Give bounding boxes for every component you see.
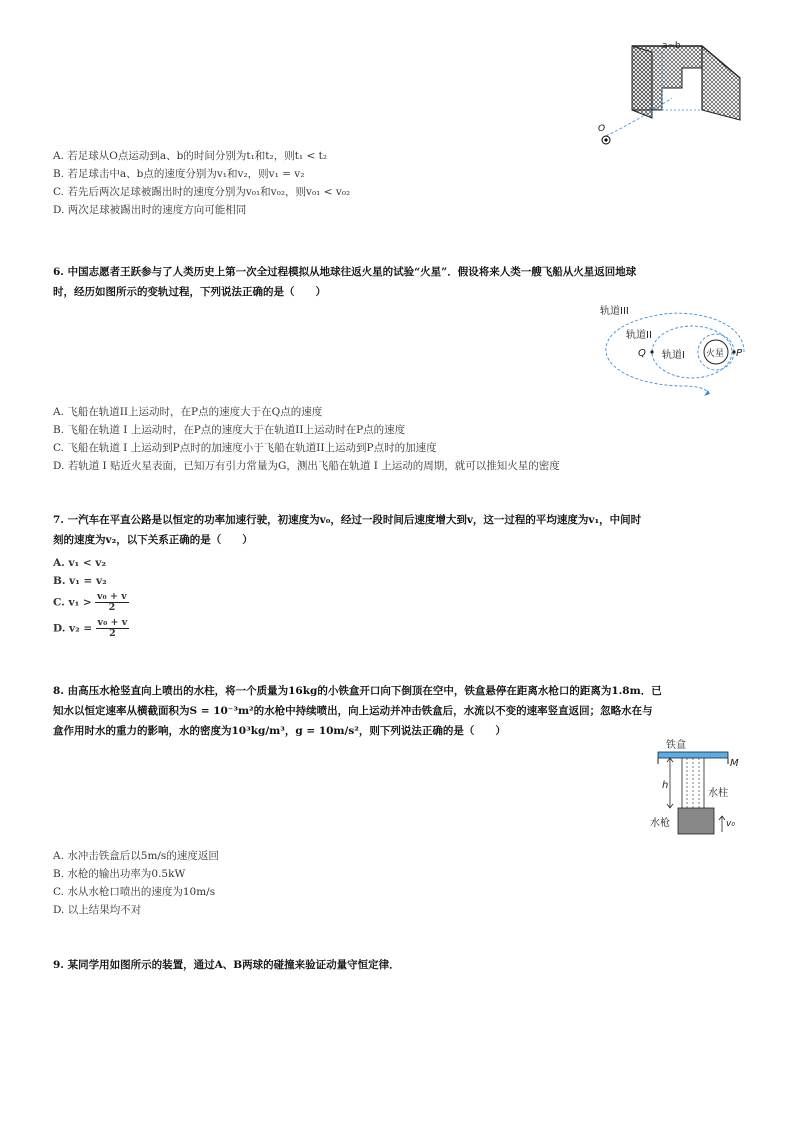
- q8-option-c: C. 水从水枪口喷出的速度为10m/s: [53, 886, 216, 898]
- q6-stem-line1: 6. 中国志愿者王跃参与了人类历史上第一次全过程模拟从地球往返火星的试验“火星”．假设将来人类一艘飞船从火星返回地球: [53, 266, 637, 278]
- q6-option-c: C. 飞船在轨道 I 上运动到P点时的加速度小于飞船在轨道II上运动到P点时的加速度: [53, 442, 437, 454]
- q5-option-b: B. 若足球击中a、b点的速度分别为v₁和v₂，则v₁ = v₂: [53, 168, 305, 180]
- q7-stem-line2: 刻的速度为v₂，以下关系正确的是（ ）: [53, 534, 253, 546]
- q5-option-c: C. 若先后两次足球被踢出时的速度分别为v₀₁和v₀₂，则v₀₁ < v₀₂: [53, 186, 351, 198]
- q6-option-a: A. 飞船在轨道II上运动时，在P点的速度大于在Q点的速度: [53, 406, 323, 418]
- q8-stem-line2: 知水以恒定速率从横截面积为S = 10⁻³m²的水枪中持续喷出，向上运动并冲击铁盒后，水流以不变的速率竖直返回；忽略水在与: [53, 705, 653, 717]
- label-m: M: [730, 758, 739, 769]
- q7-option-b: B. v₁ = v₂: [53, 575, 107, 587]
- q7-d-fraction: $\frac{\text{v₀ + v}}{2}$: [97, 617, 128, 639]
- q8-stem-line3: 盒作用时水的重力的影响，水的密度为10³kg/m³，g = 10m/s²，则下列说法正确的是（ ）: [53, 725, 506, 737]
- label-q: Q: [638, 348, 646, 359]
- q8-stem-line1: 8. 由高压水枪竖直向上喷出的水柱，将一个质量为16kg的小铁盒开口向下倒顶在空中，铁盒悬停在距离水枪口的距离为1.8m．已: [53, 685, 662, 697]
- q6-option-d: D. 若轨道 I 贴近火星表面，已知万有引力常量为G，测出飞船在轨道 I 上运动的周期，就可以推知火星的密度: [53, 460, 560, 472]
- q8-stem: [53, 681, 662, 741]
- label-iron-box: 铁盒: [666, 740, 686, 751]
- q8-option-a: A. 水冲击铁盒后以5m/s的速度返回: [53, 850, 219, 862]
- q6-stem: [53, 262, 636, 302]
- q8-option-b: B. 水枪的输出功率为0.5kW: [53, 868, 186, 880]
- orbit-figure: [594, 300, 754, 400]
- label-mars: 火星: [706, 349, 725, 359]
- label-v0: v₀: [726, 819, 735, 829]
- q7-stem: [53, 510, 641, 550]
- q5-option-d: D. 两次足球被踢出时的速度方向可能相同: [53, 204, 247, 216]
- water-gun-figure: [644, 736, 748, 836]
- label-orbit2: 轨道II: [626, 330, 652, 341]
- label-orbit3: 轨道III: [600, 306, 629, 317]
- q7-option-d: D. v₂ = $\frac{\text{v₀ + v}}{2}$: [53, 617, 128, 639]
- q7-option-a: A. v₁ < v₂: [53, 557, 106, 569]
- q7-c-fraction: $\frac{\text{v₀ + v}}{2}$: [96, 591, 127, 613]
- q7-option-c: C. v₁ > $\frac{\text{v₀ + v}}{2}$: [53, 591, 127, 613]
- q8-option-d: D. 以上结果均不对: [53, 904, 142, 916]
- label-h: h: [662, 780, 669, 791]
- label-water-gun: 水枪: [650, 818, 670, 829]
- label-ab: a~b: [662, 41, 681, 51]
- label-water-column: 水柱: [708, 788, 728, 799]
- label-o: O: [598, 124, 606, 134]
- q9-stem: [53, 955, 400, 975]
- q9-stem-line1: 9. 某同学用如图所示的装置，通过A、B两球的碰撞来验证动量守恒定律．: [53, 959, 400, 971]
- soccer-goal-figure: [592, 38, 752, 148]
- q5-option-a: A. 若足球从O点运动到a、b的时间分别为t₁和t₂，则t₁ < t₂: [53, 150, 328, 162]
- q6-stem-line2: 时，经历如图所示的变轨过程，下列说法正确的是（ ）: [53, 286, 326, 298]
- label-orbit1: 轨道I: [662, 350, 685, 361]
- q7-stem-line1: 7. 一汽车在平直公路是以恒定的功率加速行驶，初速度为v₀，经过一段时间后速度增大到v，这一过程的平均速度为v₁，中间时: [53, 514, 642, 526]
- q6-option-b: B. 飞船在轨道 I 上运动时，在P点的速度大于在轨道II上运动时在P点的速度: [53, 424, 406, 436]
- label-p: P: [736, 348, 743, 359]
